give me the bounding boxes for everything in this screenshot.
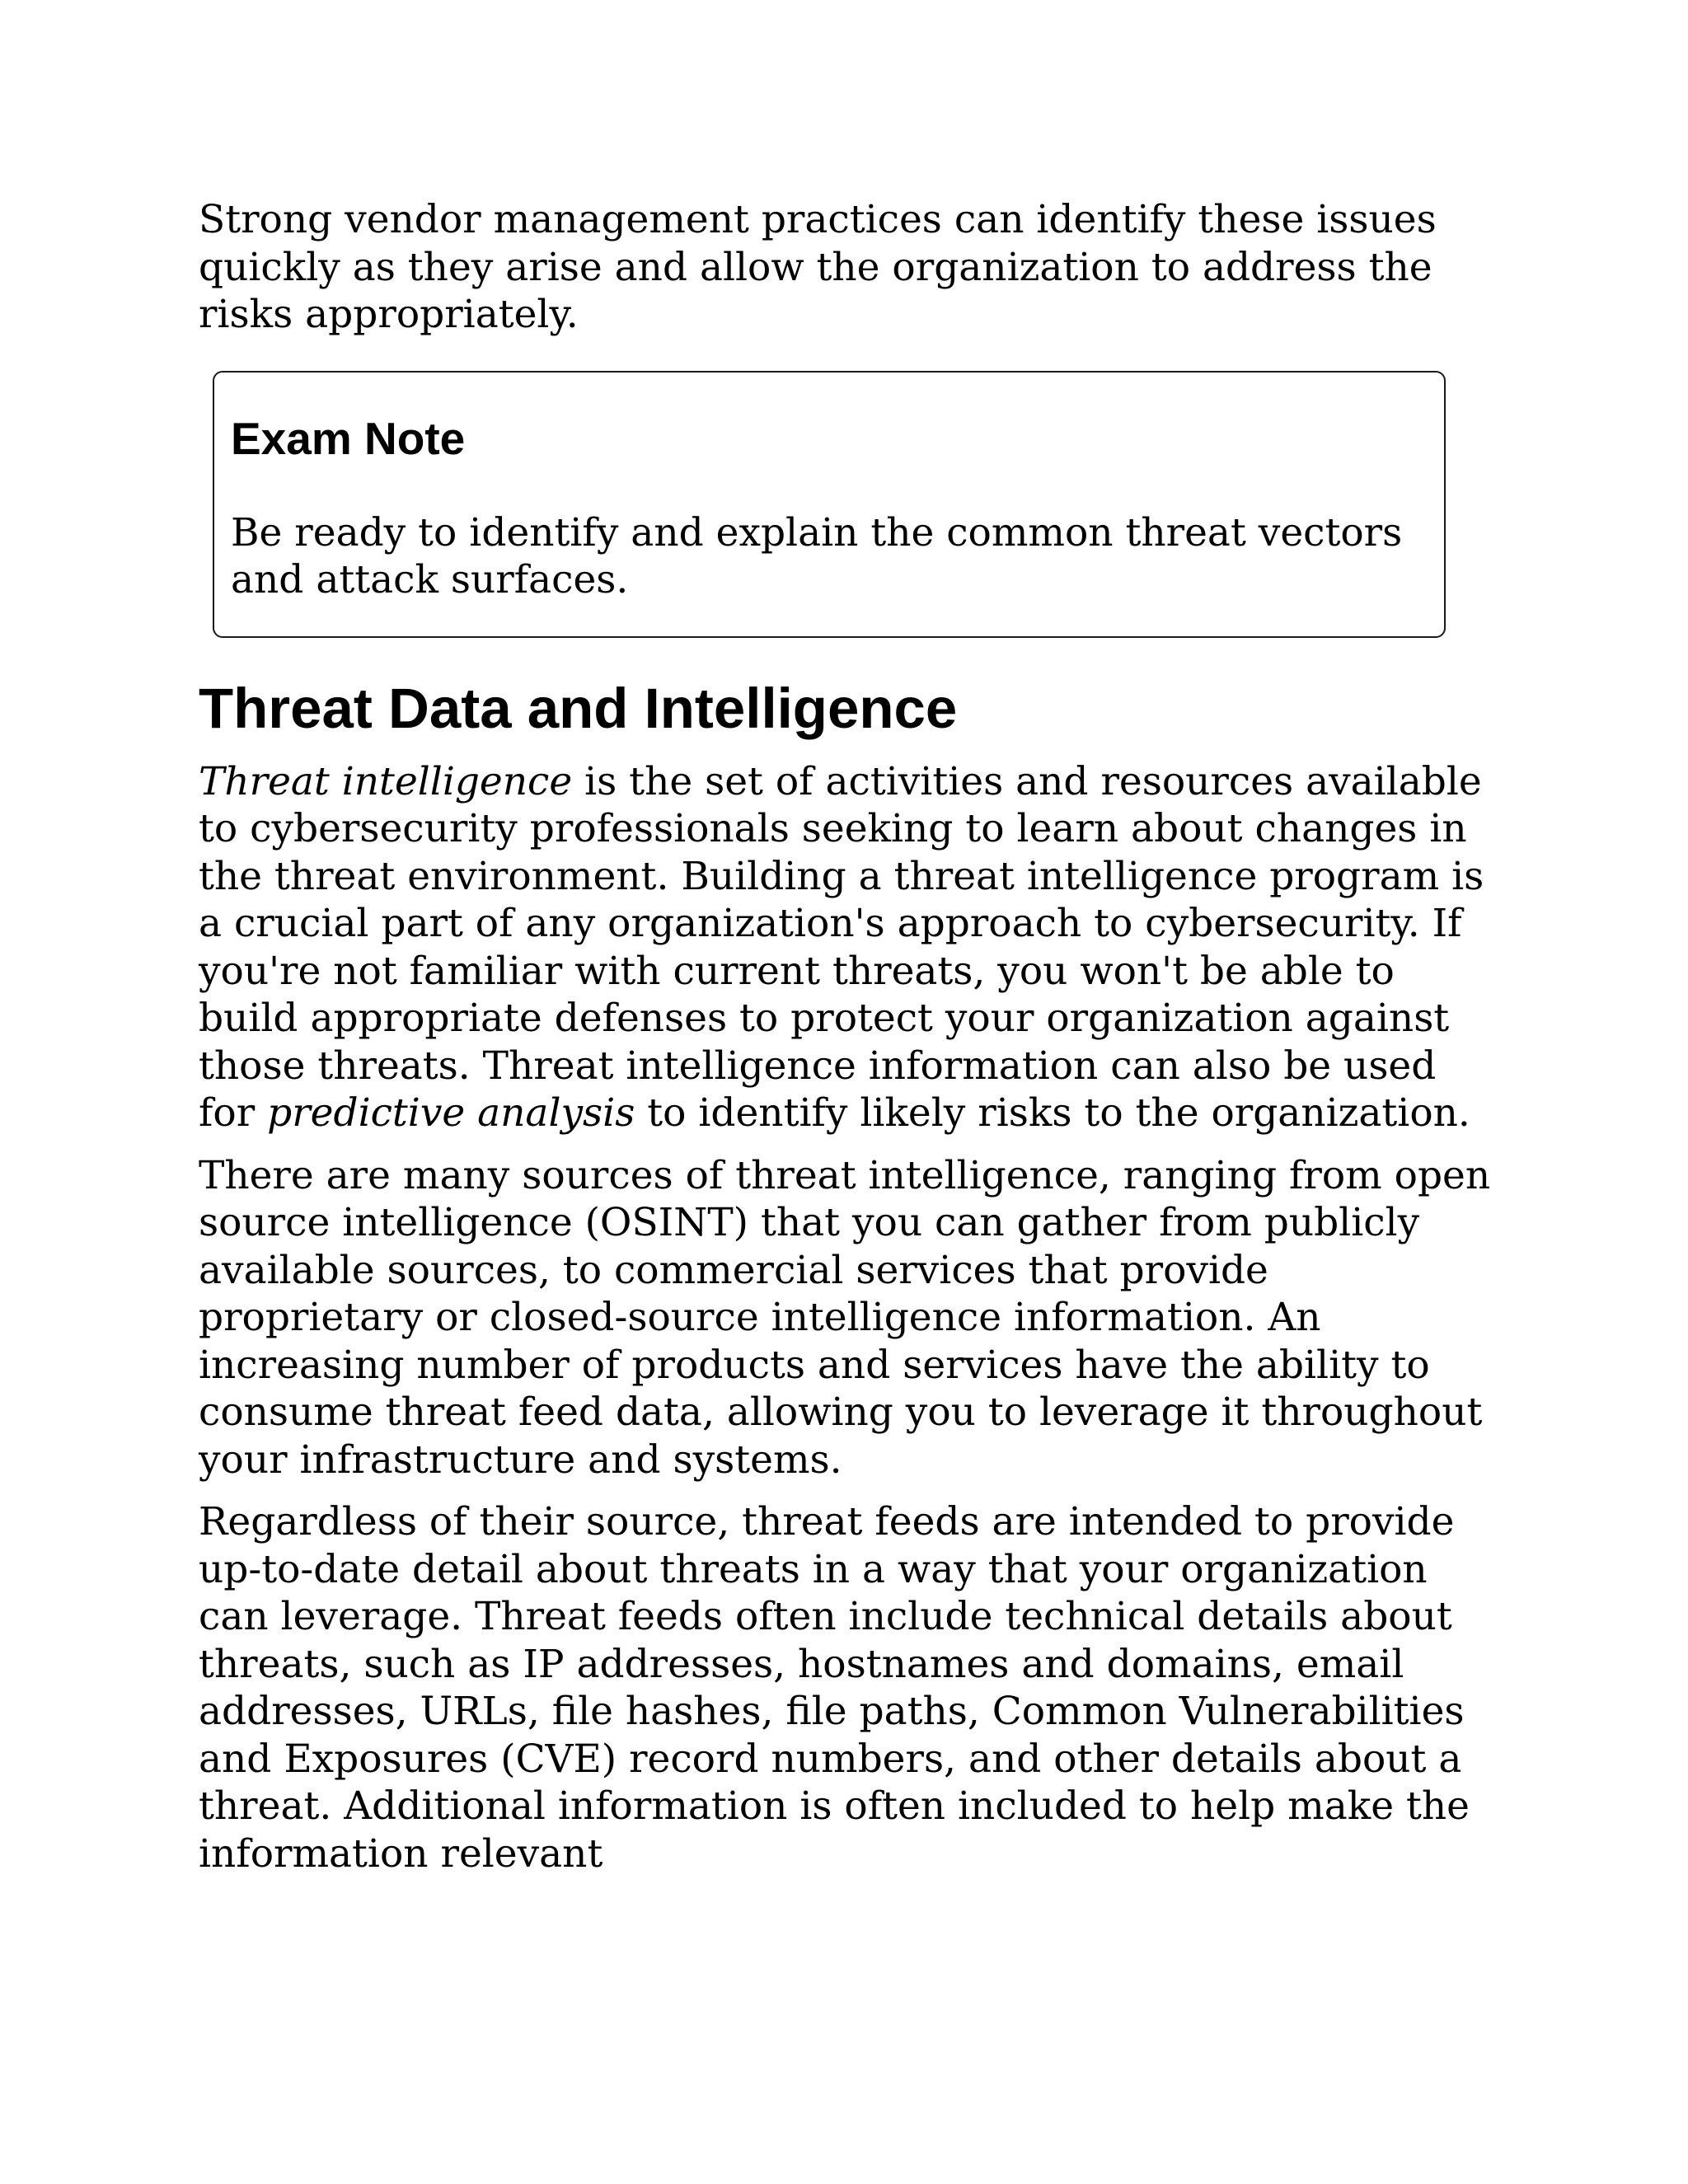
paragraph-sources: There are many sources of threat intelligence, ranging from open source intelligence (OSINT) that you can gather from publicly available sources, to commercial services that provide proprietary or closed-source intelligence information. An increasing number of products and services have the ability to consume threat feed data, allowing you to leverage it throughout your infrastructure and systems.: [199, 1152, 1491, 1483]
term-threat-intelligence: Threat intelligence: [199, 758, 573, 804]
exam-note-box: [213, 371, 1446, 638]
exam-note-title: Exam Note: [231, 412, 466, 464]
exam-note-text: Be ready to identify and explain the common threat vectors and attack surfaces.: [231, 509, 1403, 602]
paragraph-threat-intelligence: [199, 758, 1493, 1137]
paragraph-text-a: is the set of activities and resources available to cybersecurity professionals seeking to learn about changes in the threat environment. Building a threat intelligence program is a crucial part of any organization's approach to cybersecurity. If you're not familiar with current threats, you won't be able to build appropriate defenses to protect your organization against those threats. Threat intelligence information can also be used for: [199, 758, 1484, 1136]
paragraph-threat-feeds: Regardless of their source, threat feeds are intended to provide up-to-date detail about threats in a way that your organization can leverage. Threat feeds often include technical details about threats, such as IP addresses, hostnames and domains, email addresses, URLs, file hashes, file paths, Common Vulnerabilities and Exposures (CVE) record numbers, and other details about a threat. Additional information is often included to help make the information relevant: [199, 1499, 1470, 1877]
intro-paragraph: Strong vendor management practices can identify these issues quickly as they arise and allow the organization to address the risks appropriately.: [199, 197, 1437, 337]
paragraph-text-b: to identify likely risks to the organization.: [635, 1090, 1470, 1136]
section-heading: Threat Data and Intelligence: [199, 676, 958, 740]
term-predictive-analysis: predictive analysis: [267, 1090, 635, 1136]
document-page: [199, 196, 1493, 1892]
